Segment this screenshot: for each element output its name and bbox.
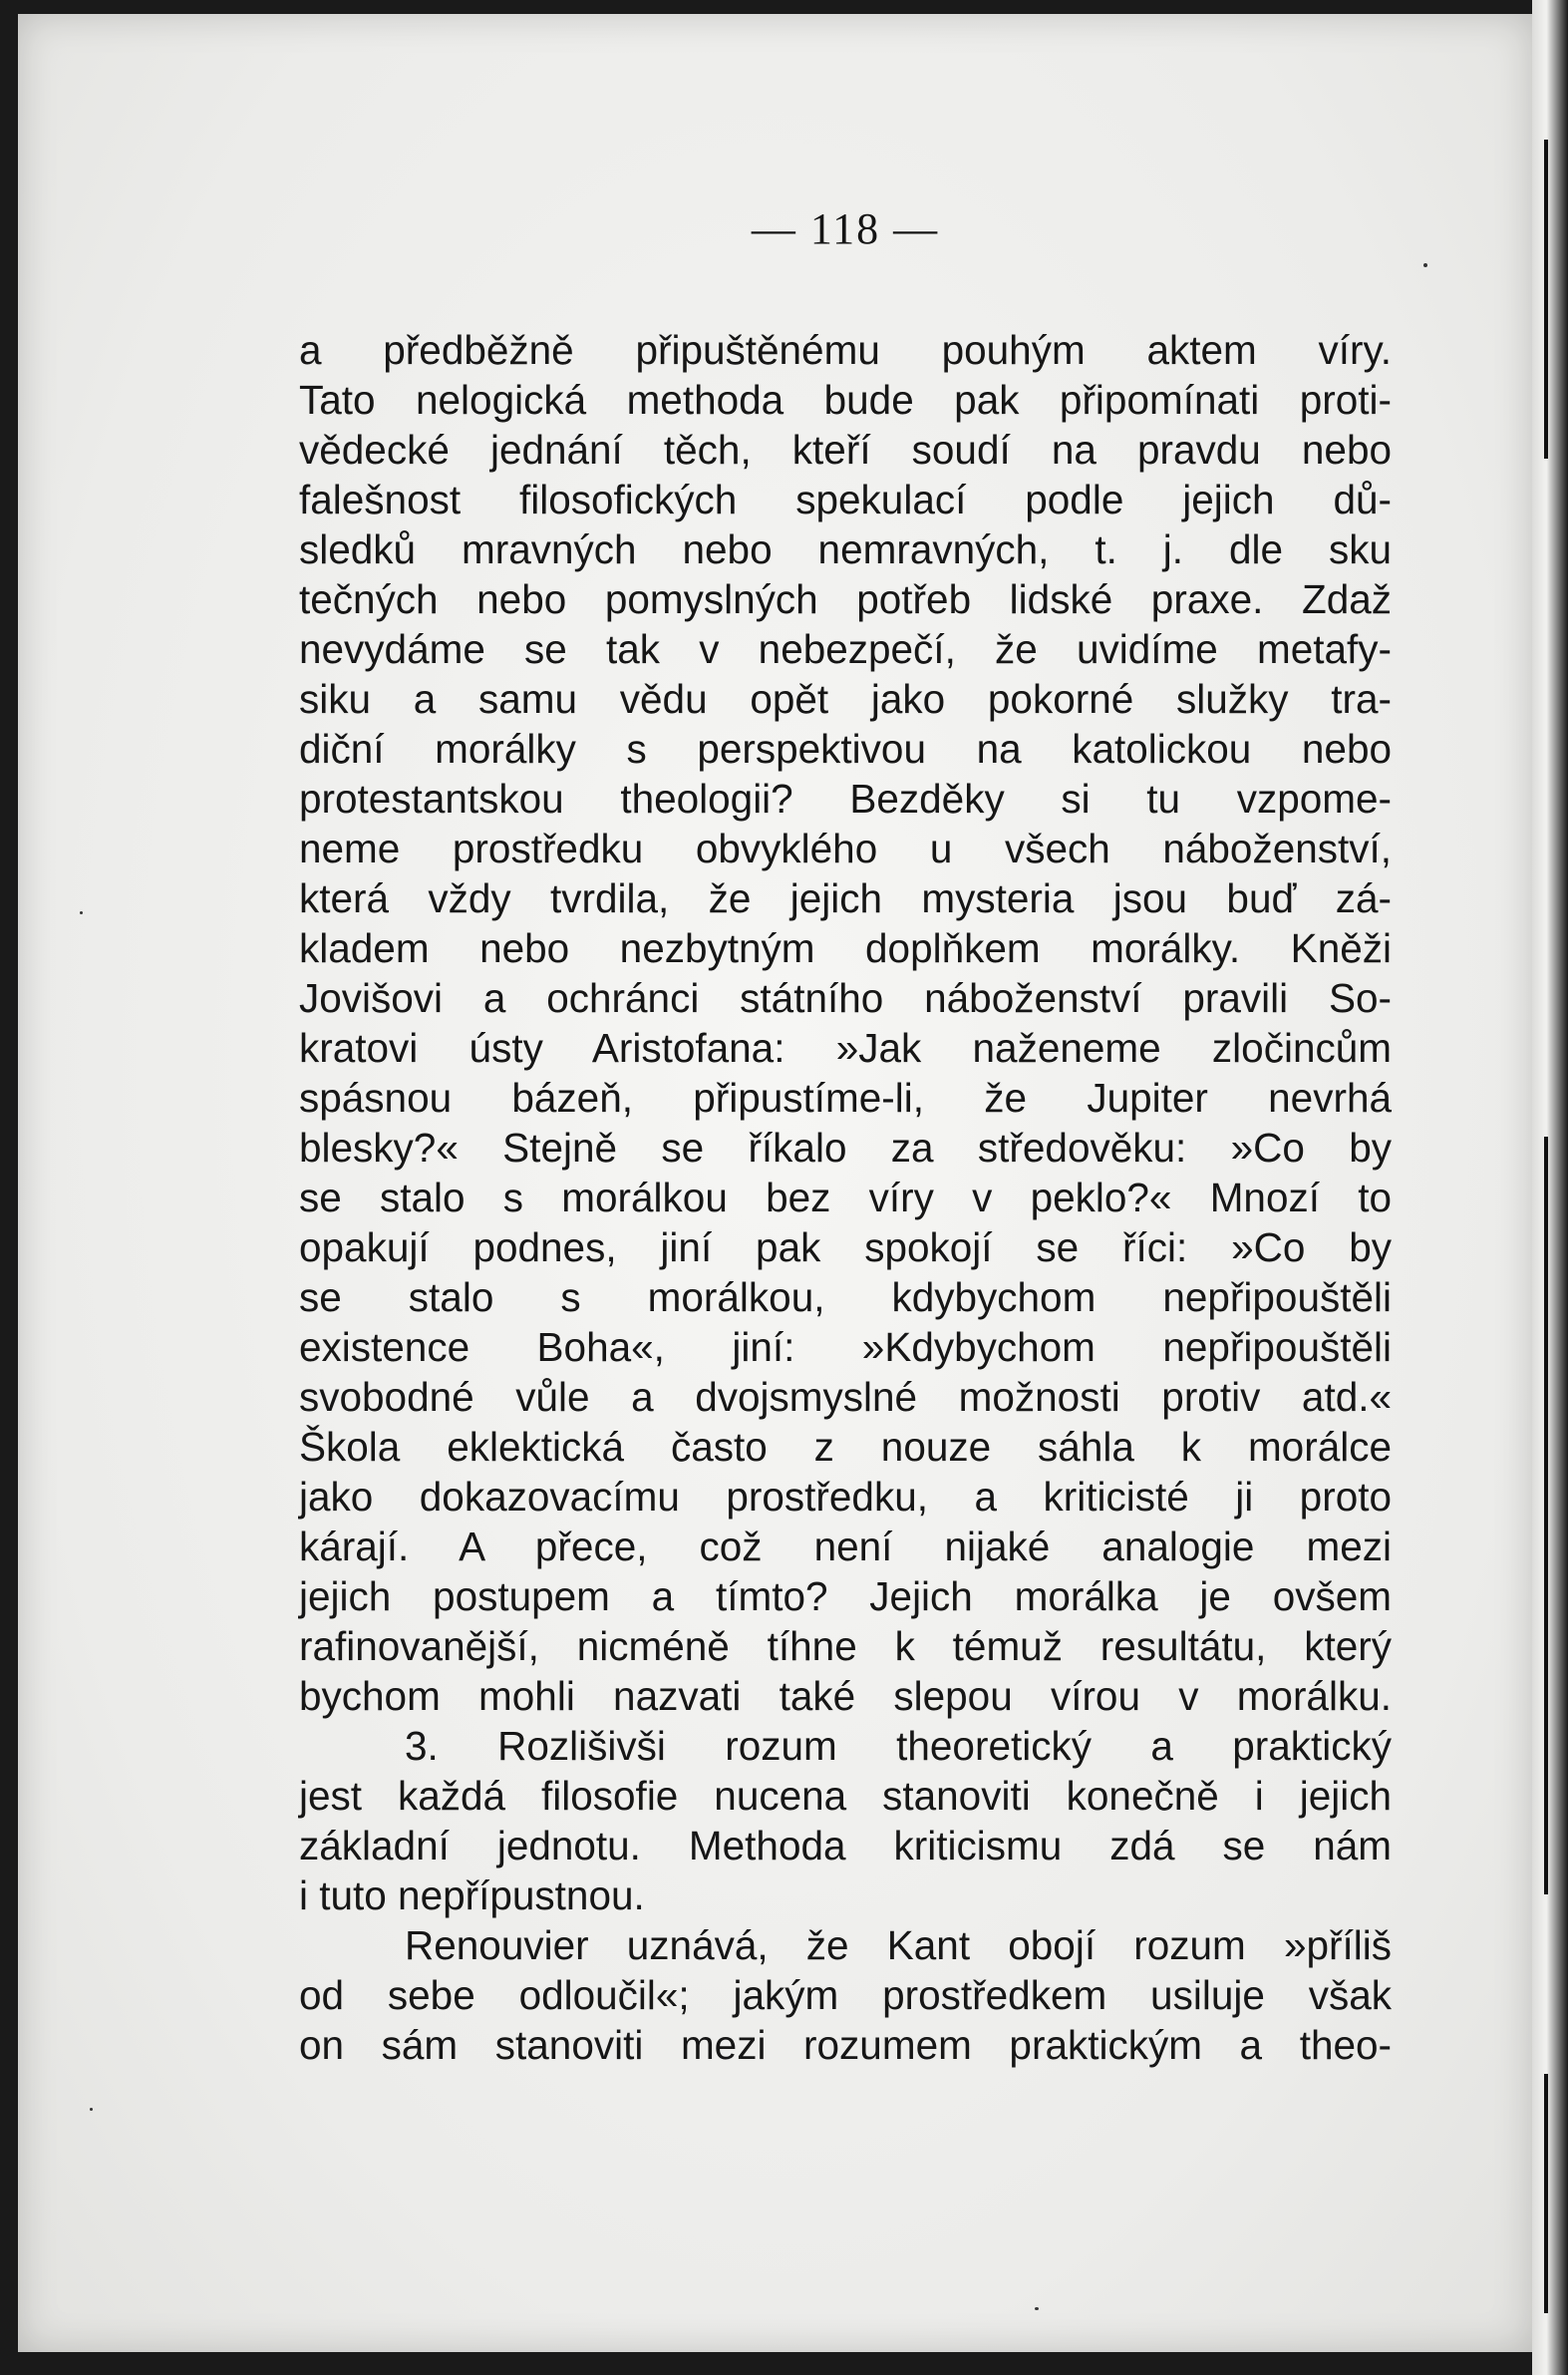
text-line: existence Boha«, jiní: »Kdybychom nepřipouštěli [299, 1324, 1392, 1370]
text-line: svobodné vůle a dvojsmyslné možnosti protiv atd.« [299, 1374, 1392, 1420]
text-line: kárají. A přece, což není nijaké analogie mezi [299, 1524, 1392, 1569]
text-line: diční morálky s perspektivou na katolickou nebo [299, 726, 1392, 772]
print-speck [1035, 2307, 1039, 2310]
binding-rule [1544, 2074, 1548, 2313]
binding-rule [1544, 1137, 1548, 1894]
binding-edge [1532, 0, 1568, 2375]
text-line: jest každá filosofie nucena stanoviti konečně i jejich [299, 1773, 1392, 1819]
text-line: se stalo s morálkou, kdybychom nepřipouštěli [299, 1274, 1392, 1320]
text-line: základní jednotu. Methoda kriticismu zdá se nám [299, 1823, 1392, 1868]
text-line: siku a samu vědu opět jako pokorné služky tra- [299, 676, 1392, 722]
text-line: opakují podnes, jiní pak spokojí se říci: »Co by [299, 1224, 1392, 1270]
text-line: Renouvier uznává, že Kant obojí rozum »příliš [405, 1922, 1392, 1968]
text-line: sledků mravných nebo nemravných, t. j. dle sku [299, 526, 1392, 572]
print-speck [90, 2108, 93, 2111]
text-line: kladem nebo nezbytným doplňkem morálky. Kněži [299, 925, 1392, 971]
text-line: vědecké jednání těch, kteří soudí na pravdu nebo [299, 427, 1392, 473]
text-line: kratovi ústy Aristofana: »Jak naženeme zločincům [299, 1025, 1392, 1071]
text-line: blesky?« Stejně se říkalo za středověku: »Co by [299, 1125, 1392, 1171]
text-line: Tato nelogická methoda bude pak připomínati proti- [299, 377, 1392, 423]
text-line: Škola eklektická často z nouze sáhla k morálce [299, 1424, 1392, 1470]
book-page [18, 14, 1533, 2352]
text-line: se stalo s morálkou bez víry v peklo?« Mnozí to [299, 1175, 1392, 1220]
text-line: neme prostředku obvyklého u všech náboženství, [299, 826, 1392, 871]
text-line: on sám stanoviti mezi rozumem praktickým a theo- [299, 2022, 1392, 2068]
text-line: rafinovanější, nicméně tíhne k témuž resultátu, který [299, 1623, 1392, 1669]
print-speck [1423, 263, 1427, 267]
text-line: tečných nebo pomyslných potřeb lidské praxe. Zdaž [299, 576, 1392, 622]
text-line: jejich postupem a tímto? Jejich morálka je ovšem [299, 1573, 1392, 1619]
text-line: která vždy tvrdila, že jejich mysteria jsou buď zá- [299, 875, 1392, 921]
page-number: — 118 — [751, 204, 940, 253]
text-line: od sebe odloučil«; jakým prostředkem usiluje však [299, 1972, 1392, 2018]
body-text [299, 325, 1392, 2070]
text-line: jako dokazovacímu prostředku, a kriticisté ji proto [299, 1474, 1392, 1520]
text-line: bychom mohli nazvati také slepou vírou v morálku. [299, 1673, 1392, 1719]
text-line: protestantskou theologii? Bezděky si tu vzpome- [299, 776, 1392, 822]
binding-rule [1544, 140, 1548, 459]
text-line: i tuto nepřípustnou. [299, 1872, 645, 1918]
print-speck [80, 911, 83, 914]
text-line: falešnost filosofických spekulací podle jejich dů- [299, 477, 1392, 522]
text-line: nevydáme se tak v nebezpečí, že uvidíme metafy- [299, 626, 1392, 672]
text-line: spásnou bázeň, připustíme-li, že Jupiter nevrhá [299, 1075, 1392, 1121]
text-line: Jovišovi a ochránci státního náboženství pravili So- [299, 975, 1392, 1021]
text-line: a předběžně připuštěnému pouhým aktem víry. [299, 327, 1392, 373]
text-line: 3. Rozlišivši rozum theoretický a praktický [405, 1723, 1392, 1769]
